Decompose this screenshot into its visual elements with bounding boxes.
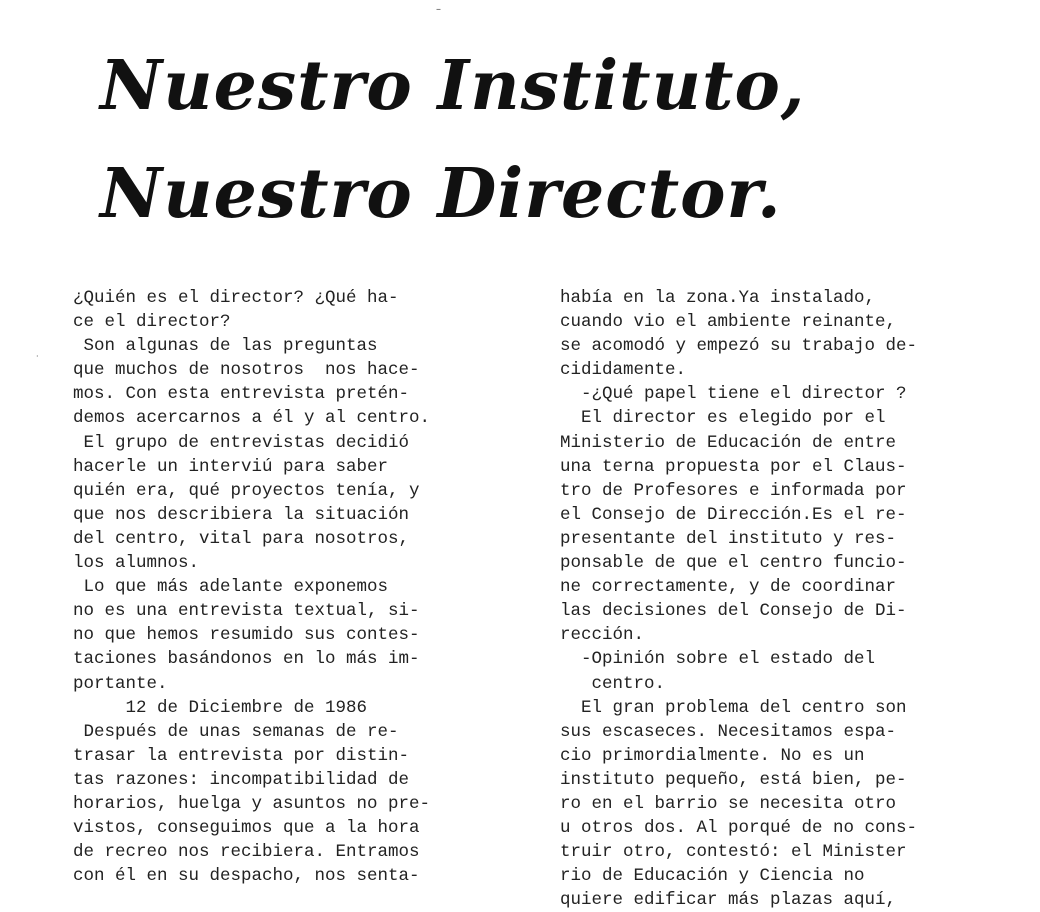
text-line: los alumnos. — [52, 553, 200, 574]
text-line: que nos describiera la situación — [52, 504, 410, 525]
text-line: rección. — [560, 625, 645, 646]
text-line: mos. Con esta entrevista pretén- — [52, 384, 410, 405]
text-line: El grupo de entrevistas decidió — [52, 432, 410, 453]
text-line: las decisiones del Consejo de Di- — [560, 601, 907, 622]
text-line: había en la zona.Ya instalado, — [560, 288, 876, 308]
article-title-line-1: Nuestro Instituto, — [100, 46, 806, 126]
text-line: cio primordialmente. No es un — [560, 745, 865, 766]
text-line: El gran problema del centro son — [560, 697, 907, 718]
text-line: ro en el barrio se necesita otro — [560, 793, 897, 814]
text-line: trasar la entrevista por distin- — [52, 745, 410, 766]
text-line: vistos, conseguimos que a la hora — [52, 818, 420, 839]
text-line: truir otro, contestó: el Minister — [560, 842, 907, 863]
text-line: -Opinión sobre el estado del — [560, 649, 876, 670]
article-title-line-2: Nuestro Director. — [100, 154, 782, 234]
text-line: hacerle un interviú para saber — [52, 456, 389, 477]
text-line: Son algunas de las preguntas — [52, 336, 378, 357]
text-line: ne correctamente, y de coordinar — [560, 577, 897, 598]
text-line: cididamente. — [560, 360, 687, 381]
text-line: de recreo nos recibiera. Entramos — [52, 842, 420, 863]
scan-mark: – — [436, 4, 441, 15]
text-line: Ministerio de Educación de entre — [560, 432, 897, 453]
text-line: instituto pequeño, está bien, pe- — [560, 769, 907, 790]
text-line: una terna propuesta por el Claus- — [560, 456, 907, 477]
text-line: quiere edificar más plazas aquí, — [560, 890, 897, 911]
text-line: portante. — [52, 673, 168, 694]
text-line: del centro, vital para nosotros, — [52, 528, 410, 549]
text-line: con él en su despacho, nos senta- — [52, 866, 420, 887]
text-line: quién era, qué proyectos tenía, y — [52, 480, 420, 501]
text-line: horarios, huelga y asuntos no pre- — [52, 793, 431, 814]
text-line: tro de Profesores e informada por — [560, 480, 907, 501]
text-line: el Consejo de Dirección.Es el re- — [560, 504, 907, 525]
text-line: tas razones: incompatibilidad de — [52, 769, 410, 790]
text-line: El director es elegido por el — [560, 408, 886, 429]
text-line: cuando vio el ambiente reinante, — [560, 312, 897, 333]
scan-dot: · — [36, 352, 39, 361]
text-line: no es una entrevista textual, si- — [52, 601, 420, 622]
text-line: ponsable de que el centro funcio- — [560, 553, 907, 574]
text-line: no que hemos resumido sus contes- — [52, 625, 420, 646]
text-line: demos acercarnos a él y al centro. — [52, 408, 431, 429]
text-line: taciones basándonos en lo más im- — [52, 649, 420, 670]
left-column — [52, 286, 522, 888]
right-column — [560, 286, 1030, 912]
text-line: ce el director? — [52, 312, 231, 333]
text-line: Lo que más adelante exponemos — [52, 577, 389, 598]
text-line: 12 de Diciembre de 1986 — [52, 697, 368, 718]
text-line: ¿Quién es el director? ¿Qué ha- — [52, 288, 399, 308]
text-line: sus escaseces. Necesitamos espa- — [560, 721, 897, 742]
text-line: presentante del instituto y res- — [560, 528, 897, 549]
text-line: u otros dos. Al porqué de no cons- — [560, 818, 918, 839]
text-line: rio de Educación y Ciencia no — [560, 866, 865, 887]
text-line: se acomodó y empezó su trabajo de- — [560, 336, 918, 357]
text-line: -¿Qué papel tiene el director ? — [560, 384, 907, 405]
text-line: que muchos de nosotros nos hace- — [52, 360, 420, 381]
text-line: Después de unas semanas de re- — [52, 721, 399, 742]
text-line: centro. — [560, 673, 666, 694]
